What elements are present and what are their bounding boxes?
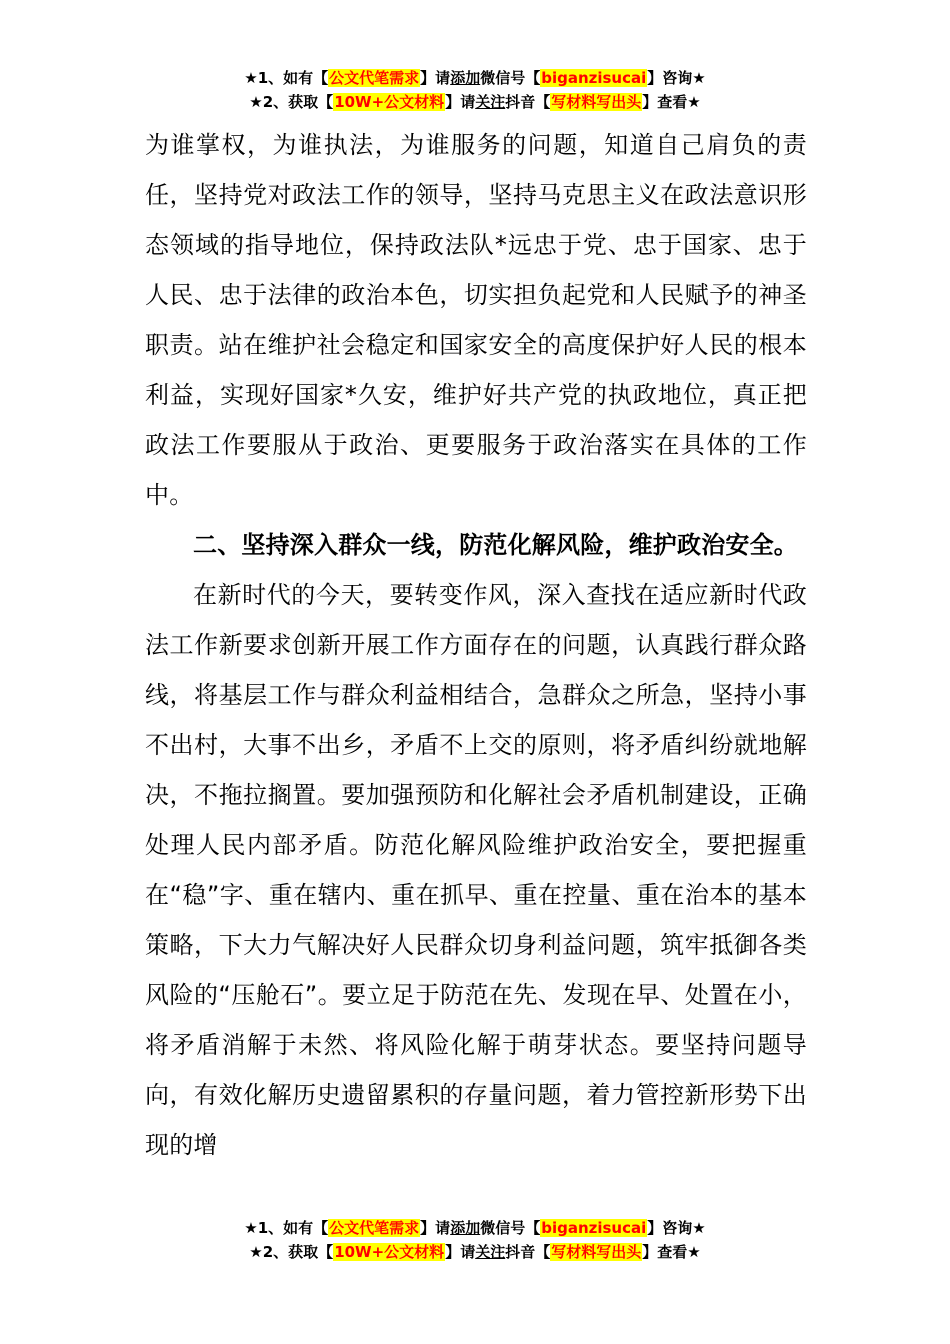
- footer-banner: [0, 1216, 950, 1264]
- header-line-2-mid-1: 】请: [445, 93, 476, 111]
- header-line-2-highlight-2: 写材料写出头: [551, 93, 642, 111]
- footer-line-2-highlight-1: 10W+公文材料: [334, 1243, 445, 1261]
- header-line-1: [0, 66, 950, 90]
- header-line-1-prefix: ★1、如有【: [244, 69, 329, 87]
- footer-line-2-prefix: ★2、获取【: [249, 1243, 334, 1261]
- footer-line-1-mid-1: 】请: [420, 1219, 451, 1237]
- header-line-2-suffix: 】查看★: [642, 93, 701, 111]
- header-banner: [0, 66, 950, 114]
- header-line-2: [0, 90, 950, 114]
- footer-line-2-suffix: 】查看★: [642, 1243, 701, 1261]
- header-line-2-highlight-1: 10W+公文材料: [334, 93, 445, 111]
- header-line-1-highlight-1: 公文代笔需求: [329, 69, 420, 87]
- section-heading-2: 二、坚持深入群众一线，防范化解风险，维护政治安全。: [193, 531, 798, 559]
- body-paragraph-1: 为谁掌权，为谁执法，为谁服务的问题，知道自己肩负的责任，坚持党对政法工作的领导，坚持马克思主义在政法意识形态领域的指导地位，保持政法队*远忠于党、忠于国家、忠于人民、忠于法律的政治本色，切实担负起党和人民赋予的神圣职责。站在维护社会稳定和国家安全的高度保护好人民的根本利益，实现好国家*久安，维护好共产党的执政地位，真正把政法工作要服从于政治、更要服务于政治落实在具体的工作中。: [145, 131, 807, 509]
- document-body: [145, 120, 807, 1170]
- footer-line-2-mid-1: 】请: [445, 1243, 476, 1261]
- footer-line-1-underlined: 添加: [450, 1219, 481, 1237]
- header-line-1-mid-2: 微信号【: [480, 69, 541, 87]
- footer-line-1-highlight-1: 公文代笔需求: [329, 1219, 420, 1237]
- footer-line-2-highlight-2: 写材料写出头: [551, 1243, 642, 1261]
- footer-line-1-suffix: 】咨询★: [647, 1219, 706, 1237]
- header-line-1-underlined: 添加: [450, 69, 481, 87]
- footer-line-2-underlined: 关注: [475, 1243, 506, 1261]
- header-line-2-prefix: ★2、获取【: [249, 93, 334, 111]
- header-line-2-underlined: 关注: [475, 93, 506, 111]
- footer-line-1-prefix: ★1、如有【: [244, 1219, 329, 1237]
- footer-line-1-highlight-2: biganzisucai: [541, 1219, 647, 1237]
- footer-line-1: [0, 1216, 950, 1240]
- footer-line-2: [0, 1240, 950, 1264]
- footer-line-1-mid-2: 微信号【: [480, 1219, 541, 1237]
- header-line-1-highlight-2: biganzisucai: [541, 69, 647, 87]
- header-line-2-mid-2: 抖音【: [505, 93, 551, 111]
- header-line-1-suffix: 】咨询★: [647, 69, 706, 87]
- footer-line-2-mid-2: 抖音【: [505, 1243, 551, 1261]
- header-line-1-mid-1: 】请: [420, 69, 451, 87]
- body-paragraph-2: 在新时代的今天，要转变作风，深入查找在适应新时代政法工作新要求创新开展工作方面存在的问题，认真践行群众路线，将基层工作与群众利益相结合，急群众之所急，坚持小事不出村，大事不出乡，矛盾不上交的原则，将矛盾纠纷就地解决，不拖拉搁置。要加强预防和化解社会矛盾机制建设，正确处理人民内部矛盾。防范化解风险维护政治安全，要把握重在“稳”字、重在辖内、重在抓早、重在控量、重在治本的基本策略，下大力气解决好人民群众切身利益问题，筑牢抵御各类风险的“压舱石”。要立足于防范在先、发现在早、处置在小，将矛盾消解于未然、将风险化解于萌芽状态。要坚持问题导向，有效化解历史遗留累积的存量问题，着力管控新形势下出现的增: [145, 581, 807, 1159]
